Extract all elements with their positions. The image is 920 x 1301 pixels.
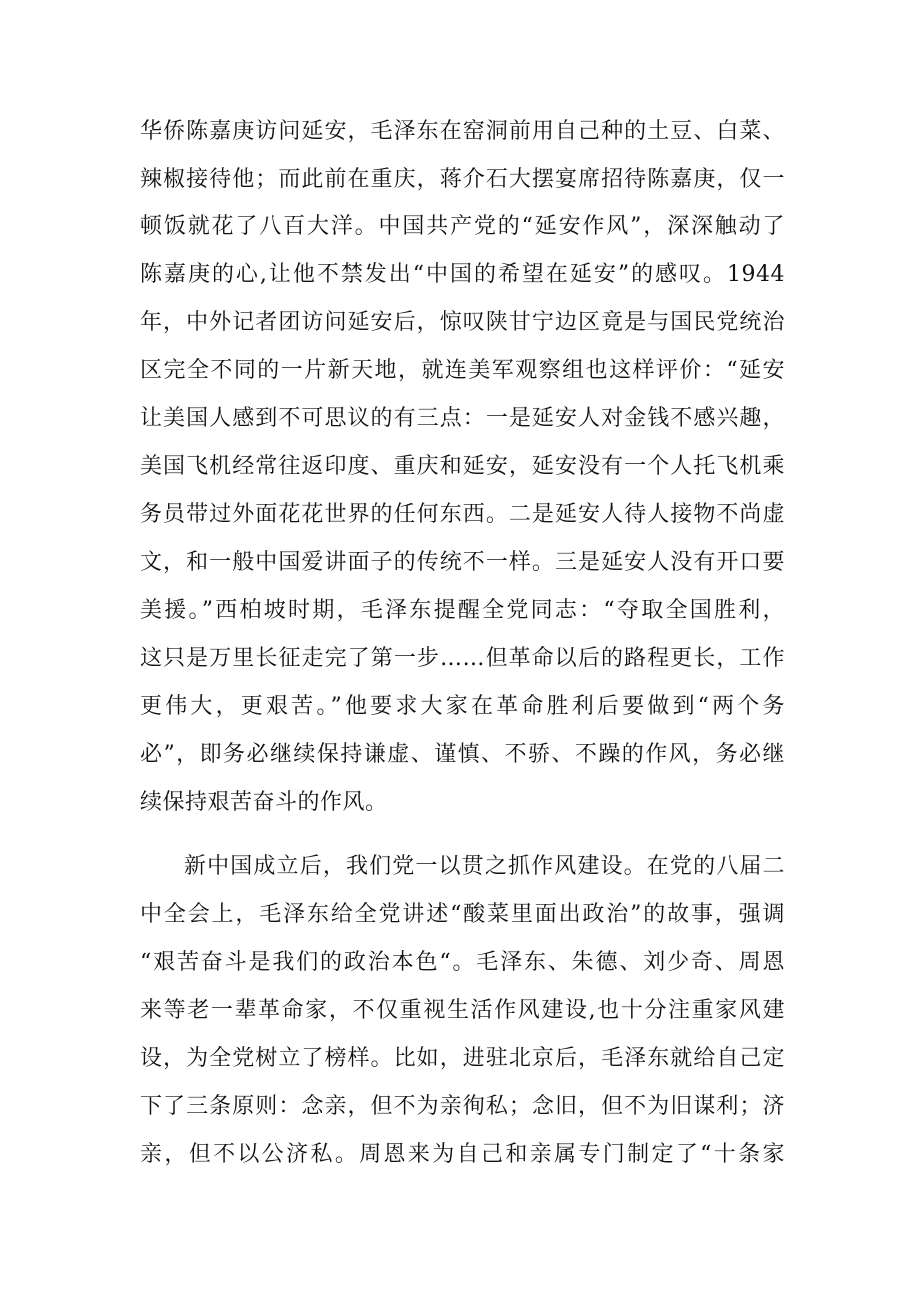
- text-line: 区完全不同的一片新天地，就连美军观察组也这样评价：“延安: [140, 358, 785, 383]
- text-line: 中全会上，毛泽东给全党讲述“酸菜里面出政治”的故事，强调: [140, 902, 785, 927]
- text-line: 文，和一般中国爱讲面子的传统不一样。三是延安人没有开口要: [140, 550, 785, 575]
- text-line: 务员带过外面花花世界的任何东西。二是延安人待人接物不尚虚: [140, 502, 785, 527]
- text-line: 美援。”西柏坡时期，毛泽东提醒全党同志：“夺取全国胜利，: [140, 598, 785, 623]
- text-line: 下了三条原则：念亲，但不为亲徇私；念旧，但不为旧谋利；济: [140, 1094, 785, 1119]
- text-line: 亲，但不以公济私。周恩来为自己和亲属专门制定了“十条家: [140, 1142, 785, 1167]
- text-line: 让美国人感到不可思议的有三点：一是延安人对金钱不感兴趣，: [140, 406, 785, 431]
- text-line: 华侨陈嘉庚访问延安，毛泽东在窑洞前用自己种的土豆、白菜、: [140, 119, 785, 144]
- text-line: 辣椒接待他；而此前在重庆，蒋介石大摆宴席招待陈嘉庚，仅一: [140, 167, 785, 192]
- text-line: 美国飞机经常往返印度、重庆和延安，延安没有一个人托飞机乘: [140, 454, 785, 479]
- text-line: 年，中外记者团访问延安后，惊叹陕甘宁边区竟是与国民党统治: [140, 310, 785, 335]
- text-line: 顿饭就花了八百大洋。中国共产党的“延安作风”，深深触动了: [140, 214, 785, 239]
- text-line: 这只是万里长征走完了第一步……但革命以后的路程更长，工作: [140, 646, 785, 671]
- text-line: “艰苦奋斗是我们的政治本色“。毛泽东、朱德、刘少奇、周恩: [140, 950, 785, 975]
- text-line: 设，为全党树立了榜样。比如，进驻北京后，毛泽东就给自己定: [140, 1046, 785, 1071]
- text-line: 续保持艰苦奋斗的作风。: [140, 790, 388, 815]
- text-line: 更伟大，更艰苦。”他要求大家在革命胜利后要做到“两个务: [140, 694, 785, 719]
- text-line: 来等老一辈革命家，不仅重视生活作风建设,也十分注重家风建: [140, 998, 785, 1023]
- text-line: 必”，即务必继续保持谦虚、谨慎、不骄、不躁的作风，务必继: [140, 742, 785, 767]
- text-line: 陈嘉庚的心,让他不禁发出“中国的希望在延安”的感叹。1944: [140, 262, 785, 287]
- text-line: 新中国成立后，我们党一以贯之抓作风建设。在党的八届二: [184, 854, 785, 879]
